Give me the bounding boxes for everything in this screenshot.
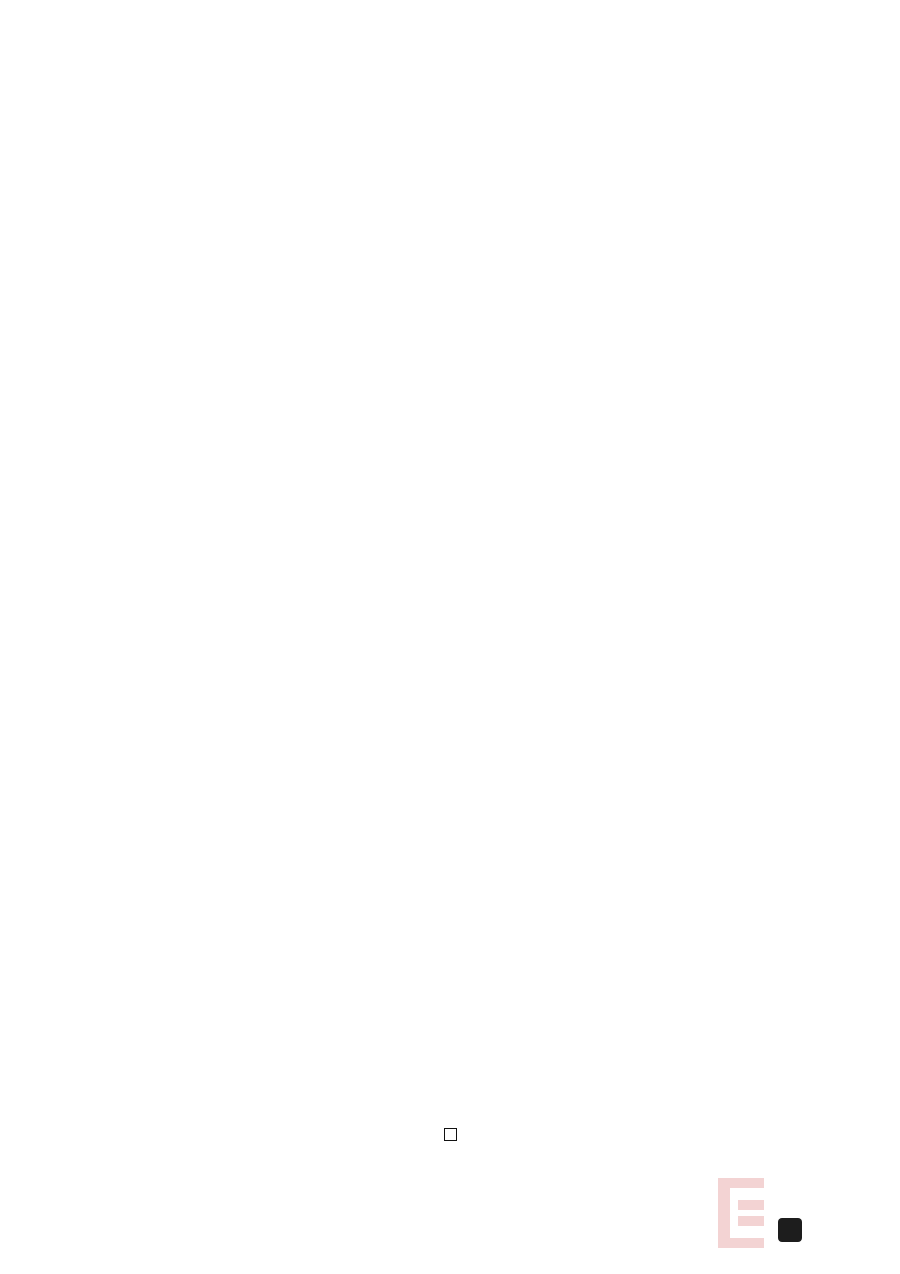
scanner-badge (778, 1218, 807, 1242)
watermark (718, 1172, 900, 1262)
page-footer (0, 1126, 900, 1144)
site-logo-icon (718, 1178, 768, 1248)
cs-app-icon (778, 1218, 802, 1242)
box-icon (444, 1128, 457, 1141)
